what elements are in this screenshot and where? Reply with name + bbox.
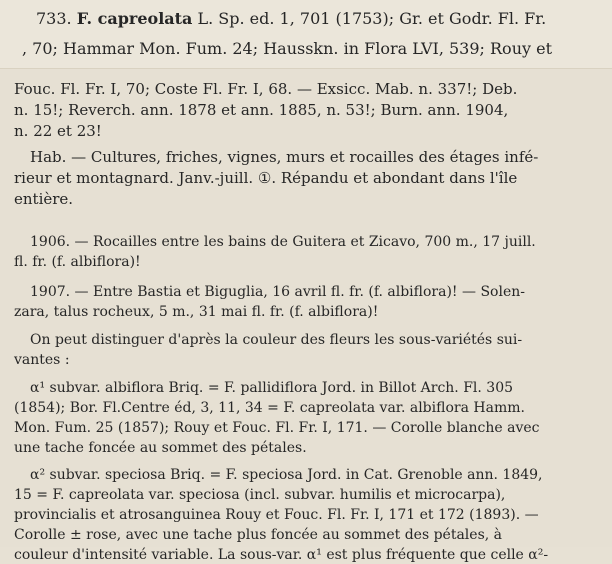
record-1907-line-1: 1907. — Entre Bastia et Biguglia, 16 avril fl. fr. (f. albiflora)! — Solen- [30,284,525,300]
subvar-speciosa-line-4: Corolle ± rose, avec une tache plus foncée au sommet des pétales, à [14,527,503,543]
species-header-rest: L. Sp. ed. 1, 701 (1753); Gr. et Godr. Fl. Fr. [197,9,547,28]
references-line-2: n. 15!; Reverch. ann. 1878 et ann. 1885, n. 53!; Burn. ann. 1904, [14,101,509,119]
species-header-line-2: , 70; Hammar Mon. Fum. 24; Hausskn. in Flora LVI, 539; Rouy et [22,39,553,58]
habitat-line-1: Hab. — Cultures, friches, vignes, murs et rocailles des étages infé- [30,148,539,166]
top-paper-strip [0,0,612,69]
subvar-albiflora-line-3: Mon. Fum. 25 (1857); Rouy et Fouc. Fl. Fr. I, 171. — Corolle blanche avec [14,420,540,436]
references-line-1: Fouc. Fl. Fr. I, 70; Coste Fl. Fr. I, 68. — Exsicc. Mab. n. 337!; Deb. [14,80,518,98]
intro-line-2: vantes : [14,352,70,368]
subvar-speciosa-line-3: provincialis et atrosanguinea Rouy et Fouc. Fl. Fr. I, 171 et 172 (1893). — [14,507,539,523]
species-header-line-1 [36,10,546,28]
record-1906-line-1: 1906. — Rocailles entre les bains de Guitera et Zicavo, 700 m., 17 juill. [30,234,536,250]
subvar-albiflora-line-4: une tache foncée au sommet des pétales. [14,440,307,456]
intro-line-1: On peut distinguer d'après la couleur des fleurs les sous-variétés sui- [30,332,523,348]
subvar-speciosa-line-2: 15 = F. capreolata var. speciosa (incl. subvar. humilis et microcarpa), [14,487,506,503]
subvar-albiflora-line-1: α¹ subvar. albiflora Briq. = F. pallidiflora Jord. in Billot Arch. Fl. 305 [30,380,514,396]
species-name: F. capreolata [76,9,193,28]
habitat-line-2: rieur et montagnard. Janv.-juill. ①. Répandu et abondant dans l'île [14,169,518,187]
main-page-body [0,69,612,563]
record-1907-line-2: zara, talus rocheux, 5 m., 31 mai fl. fr. (f. albiflora)! [14,304,379,320]
record-1906-line-2: fl. fr. (f. albiflora)! [14,254,141,270]
habitat-line-3: entière. [14,190,74,208]
species-number: 733. [36,9,72,28]
subvar-speciosa-line-1: α² subvar. speciosa Briq. = F. speciosa Jord. in Cat. Grenoble ann. 1849, [30,467,543,483]
subvar-albiflora-line-2: (1854); Bor. Fl.Centre éd, 3, 11, 34 = F. capreolata var. albiflora Hamm. [14,400,525,416]
references-line-3: n. 22 et 23! [14,122,102,140]
subvar-speciosa-line-5: couleur d'intensité variable. La sous-var. α¹ est plus fréquente que celle α²- [14,547,549,563]
